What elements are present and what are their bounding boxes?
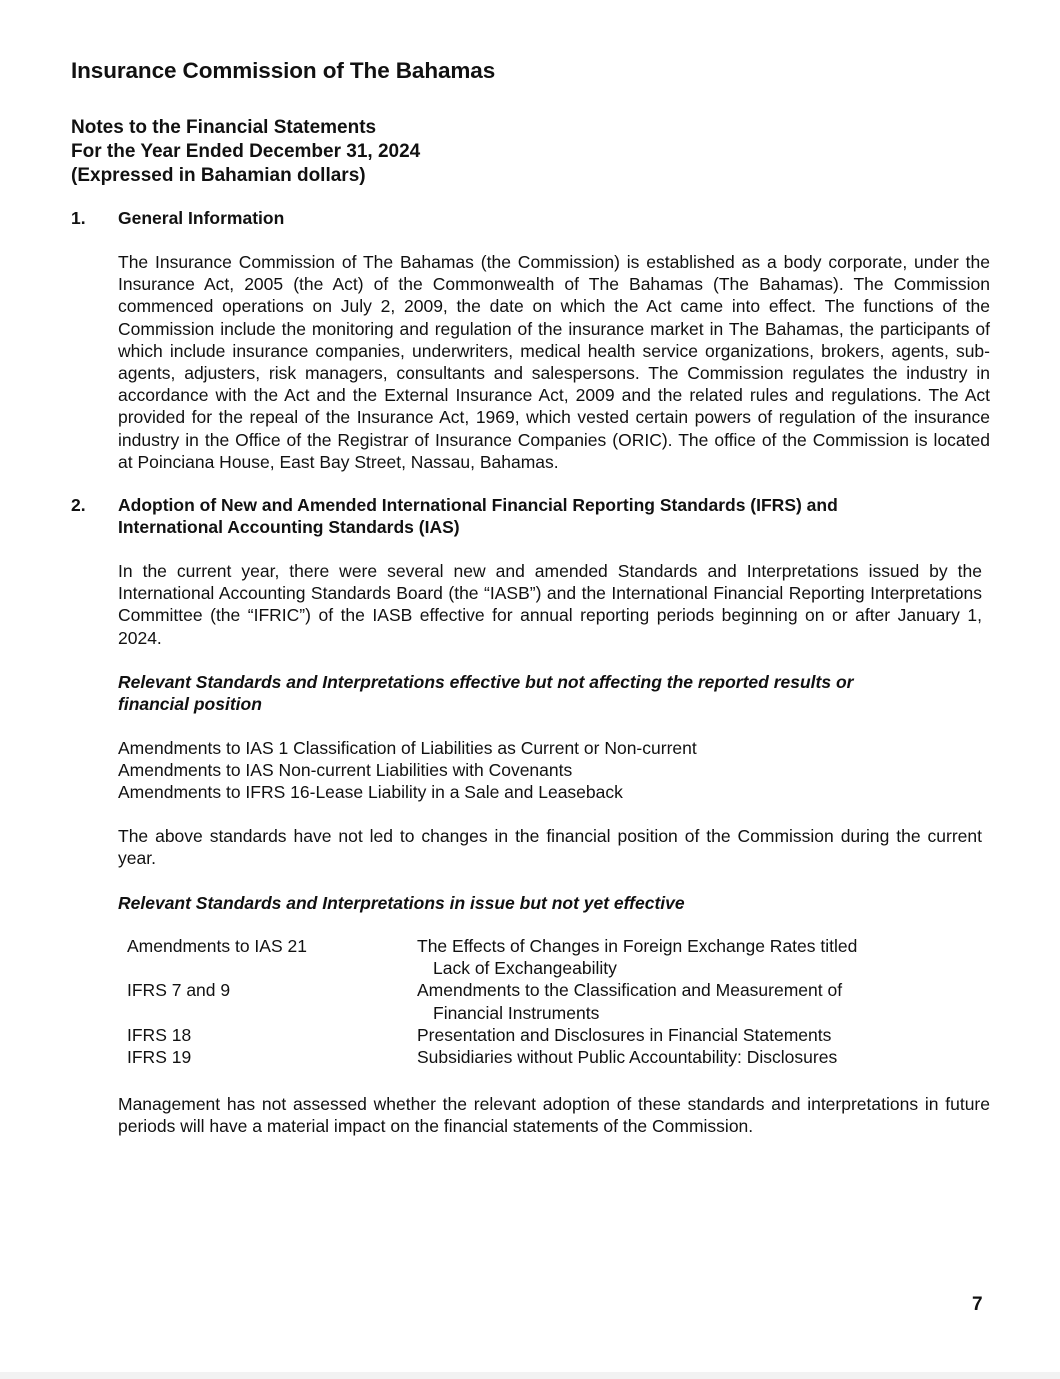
effective-standards-list <box>118 737 990 804</box>
section-2-heading <box>71 494 991 538</box>
organization-title: Insurance Commission of The Bahamas <box>71 58 496 83</box>
effective-standards-note: The above standards have not led to changes in the financial position of the Commission during the current year. <box>118 826 982 869</box>
standard-code: IFRS 7 and 9 <box>127 980 231 1001</box>
page-bottom-edge <box>0 1372 1060 1379</box>
section-1-title: General Information <box>118 208 285 228</box>
table-row <box>127 979 987 1023</box>
standard-description <box>417 1046 987 1068</box>
list-item: Amendments to IAS Non-current Liabilities with Covenants <box>118 760 573 781</box>
period-line: For the Year Ended December 31, 2024 <box>71 141 421 162</box>
standard-code: Amendments to IAS 21 <box>127 936 307 956</box>
not-effective-standards-heading: Relevant Standards and Interpretations in issue but not yet effective <box>118 893 685 913</box>
section-2-title-line-1: Adoption of New and Amended International Financial Reporting Standards (IFRS) and <box>118 495 838 515</box>
section-1-heading <box>71 207 991 229</box>
description-line: Presentation and Disclosures in Financial Statements <box>417 1024 832 1045</box>
standard-description <box>417 1024 987 1046</box>
section-1-number: 1. <box>71 208 86 228</box>
description-line: Amendments to the Classification and Measurement of <box>417 980 843 1001</box>
list-item: Amendments to IFRS 16-Lease Liability in a Sale and Leaseback <box>118 782 623 803</box>
table-row <box>127 1024 987 1046</box>
statement-subheading <box>71 116 420 188</box>
section-2-title-line-2: International Accounting Standards (IAS) <box>118 517 460 537</box>
notes-title: Notes to the Financial Statements <box>71 117 377 138</box>
description-line: Financial Instruments <box>433 1002 600 1023</box>
currency-line: (Expressed in Bahamian dollars) <box>71 165 366 186</box>
standard-description <box>417 935 987 979</box>
section-2-intro: In the current year, there were several new and amended Standards and Interpretations issued by the International Accounting Standards Board (the “IASB”) and the International Financial Reporting Interpretations Committee (the “IFRIC”) of the IASB effective for annual reporting periods beginning on or after January 1, 2024. <box>118 561 982 648</box>
effective-heading-line-1: Relevant Standards and Interpretations effective but not affecting the reported results or <box>118 672 854 692</box>
standard-code: IFRS 19 <box>127 1047 192 1068</box>
list-item: Amendments to IAS 1 Classification of Liabilities as Current or Non-current <box>118 738 697 758</box>
standard-code: IFRS 18 <box>127 1024 192 1045</box>
effective-standards-heading <box>118 671 990 715</box>
page-number: 7 <box>972 1294 983 1315</box>
table-row <box>127 935 987 979</box>
description-line: The Effects of Changes in Foreign Exchange Rates titled <box>417 936 858 956</box>
section-2-number: 2. <box>71 495 86 515</box>
effective-heading-line-2: financial position <box>118 694 262 715</box>
closing-paragraph: Management has not assessed whether the relevant adoption of these standards and interpretations in future periods will have a material impact on the financial statements of the Commission. <box>118 1094 990 1137</box>
standard-description <box>417 979 987 1023</box>
section-1-paragraph: The Insurance Commission of The Bahamas (the Commission) is established as a body corporate, under the Insurance Act, 2005 (the Act) of the Commonwealth of The Bahamas (The Bahamas). The Commission commenced operations on July 2, 2009, the date on which the Act came into effect. The functions of the Commission include the monitoring and regulation of the insurance market in The Bahamas, the participants of which include insurance companies, underwriters, medical health service organizations, brokers, agents, sub-agents, adjusters, risk managers, consultants and salespersons. The Commission regulates the industry in accordance with the Act and the External Insurance Act, 2009 and the related rules and regulations. The Act provided for the repeal of the Insurance Act, 1969, which vested certain powers of regulation of the insurance industry in the Office of the Registrar of Insurance Companies (ORIC). The office of the Commission is located at Poinciana House, East Bay Street, Nassau, Bahamas. <box>118 252 990 472</box>
section-2-title <box>118 494 988 538</box>
description-line: Lack of Exchangeability <box>433 958 617 979</box>
description-line: Subsidiaries without Public Accountability: Disclosures <box>417 1047 838 1068</box>
table-row <box>127 1046 987 1068</box>
not-effective-standards-table <box>127 935 987 1068</box>
